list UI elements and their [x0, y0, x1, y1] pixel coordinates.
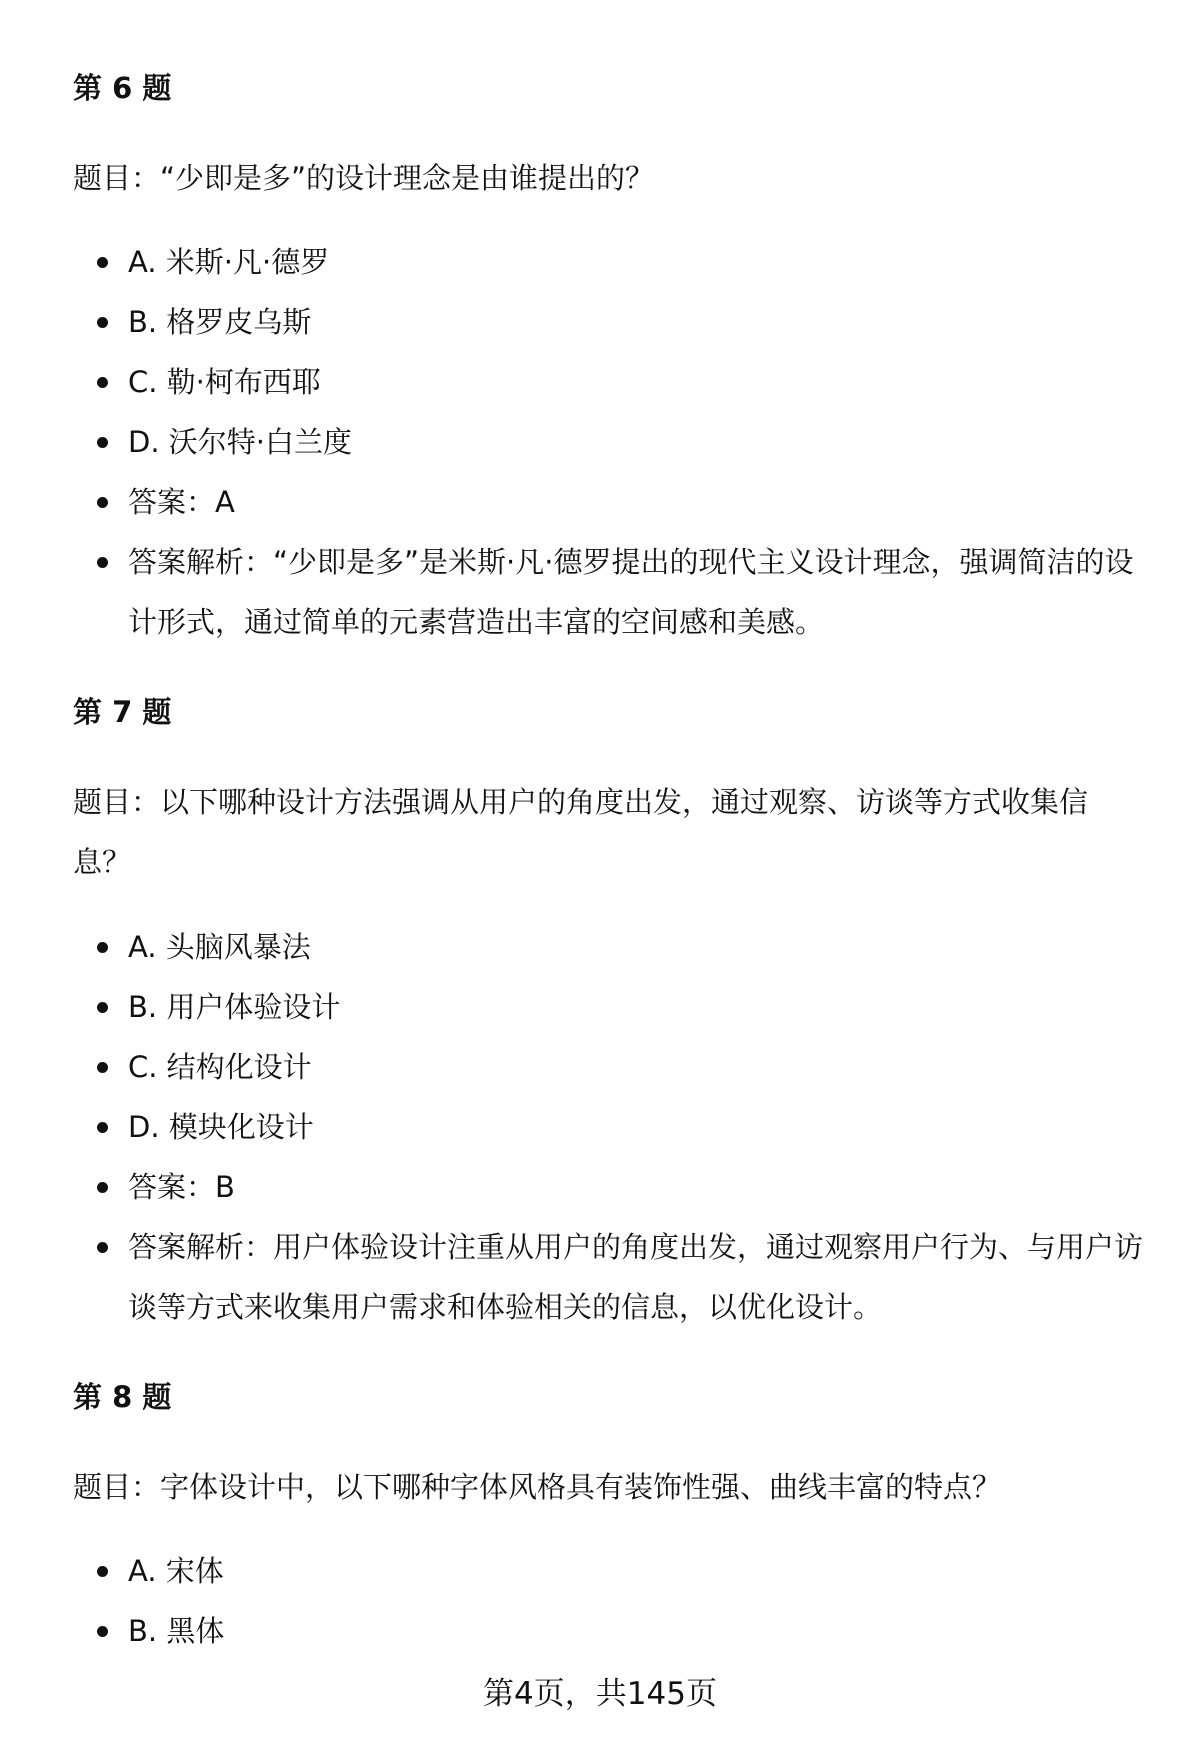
- bullet-icon: [97, 317, 108, 328]
- bullet-icon: [97, 1122, 108, 1133]
- option-text: A. 米斯·凡·德罗: [128, 245, 330, 279]
- question-6-text: 题目：“少即是多”的设计理念是由谁提出的？: [73, 161, 655, 195]
- bullet-icon: [97, 1566, 108, 1577]
- explanation-text: 答案解析：用户体验设计注重从用户的角度出发，通过观察用户行为、与用户访谈等方式来收集用户需求和体验相关的信息，以优化设计。: [128, 1230, 1144, 1324]
- question-8-title: 第 8 题: [73, 1380, 172, 1414]
- question-8-text: 题目：字体设计中，以下哪种字体风格具有装饰性强、曲线丰富的特点？: [73, 1470, 1002, 1504]
- explanation-list-item: [0, 532, 1200, 652]
- bullet-icon: [97, 942, 108, 953]
- bullet-icon: [97, 437, 108, 448]
- bullet-icon: [97, 1182, 108, 1193]
- question-8-options: [0, 1541, 1200, 1661]
- option-list-item: [0, 977, 1200, 1037]
- option-text: D. 模块化设计: [128, 1110, 314, 1144]
- option-text: A. 头脑风暴法: [128, 930, 311, 964]
- option-list-item: [0, 1541, 1200, 1601]
- answer-list-item: [0, 1157, 1200, 1217]
- answer-text: 答案：B: [128, 1170, 235, 1204]
- option-list-item: [0, 917, 1200, 977]
- option-list-item: [0, 292, 1200, 352]
- option-text: D. 沃尔特·白兰度: [128, 425, 352, 459]
- page-number-footer: 第4页，共145页: [483, 1676, 717, 1712]
- bullet-icon: [97, 377, 108, 388]
- option-text: B. 用户体验设计: [128, 990, 341, 1024]
- explanation-text: 答案解析：“少即是多”是米斯·凡·德罗提出的现代主义设计理念，强调简洁的设计形式，通过简单的元素营造出丰富的空间感和美感。: [128, 545, 1134, 639]
- option-text: B. 格罗皮乌斯: [128, 305, 312, 339]
- bullet-icon: [97, 1626, 108, 1637]
- question-7-title: 第 7 题: [73, 695, 172, 729]
- option-list-item: [0, 1097, 1200, 1157]
- option-text: C. 勒·柯布西耶: [128, 365, 321, 399]
- question-7-text: 题目：以下哪种设计方法强调从用户的角度出发，通过观察、访谈等方式收集信息？: [73, 785, 1089, 879]
- answer-text: 答案：A: [128, 485, 235, 519]
- option-list-item: [0, 352, 1200, 412]
- option-list-item: [0, 1037, 1200, 1097]
- option-text: A. 宋体: [128, 1554, 224, 1588]
- bullet-icon: [97, 1062, 108, 1073]
- bullet-icon: [97, 1002, 108, 1013]
- option-text: B. 黑体: [128, 1614, 225, 1648]
- option-list-item: [0, 1601, 1200, 1661]
- option-list-item: [0, 232, 1200, 292]
- question-6-title: 第 6 题: [73, 71, 172, 105]
- option-list-item: [0, 412, 1200, 472]
- bullet-icon: [97, 557, 108, 568]
- explanation-list-item: [0, 1217, 1200, 1337]
- question-7-options: [0, 917, 1200, 1337]
- option-text: C. 结构化设计: [128, 1050, 312, 1084]
- bullet-icon: [97, 1242, 108, 1253]
- question-6-options: [0, 232, 1200, 652]
- answer-list-item: [0, 472, 1200, 532]
- bullet-icon: [97, 497, 108, 508]
- bullet-icon: [97, 257, 108, 268]
